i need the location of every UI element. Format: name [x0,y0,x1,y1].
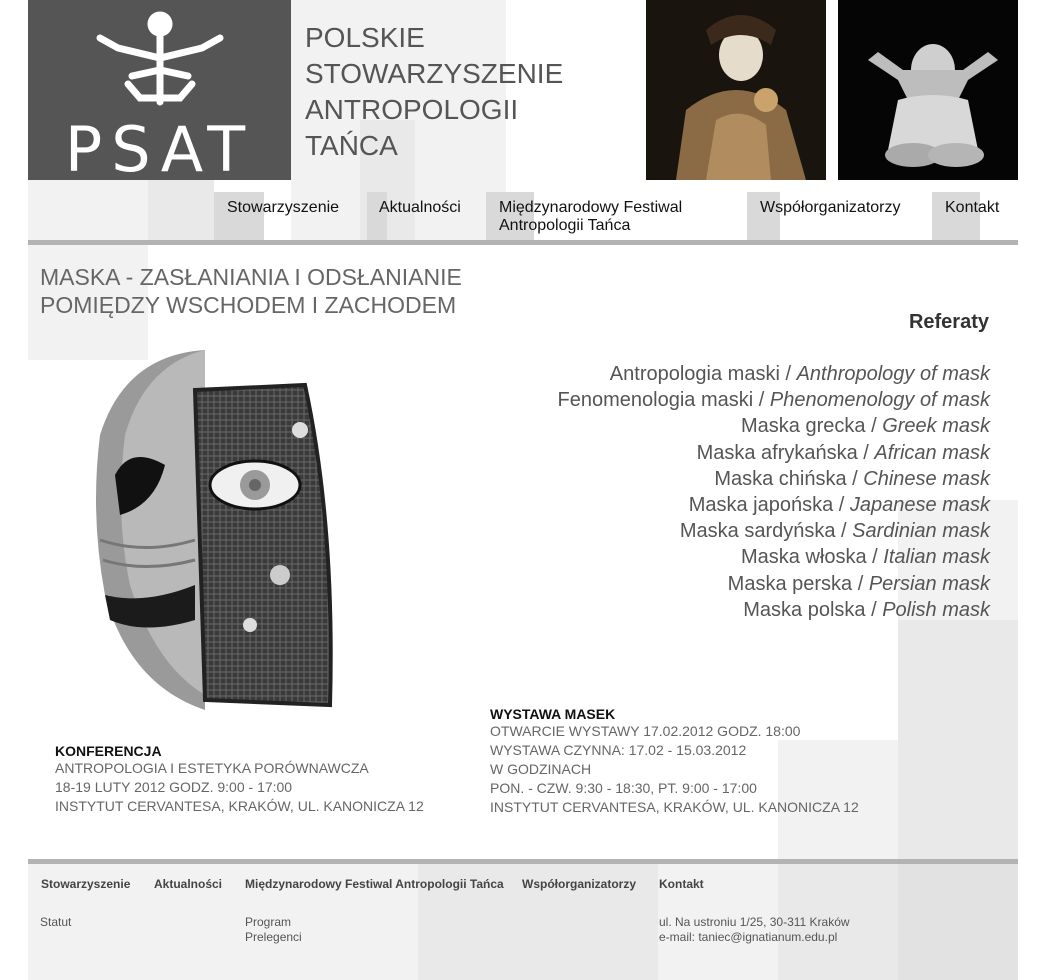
ref-pl: Maska afrykańska [696,441,858,464]
ref-pl: Fenomenologia maski [557,389,754,412]
org-name-line: TAŃCA [305,130,398,161]
exhibition-heading: WYSTAWA MASEK [490,706,616,722]
nav-item-festiwal-line1: Międzynarodowy Festiwal [499,199,683,216]
footer-link-program[interactable]: Program [245,915,292,929]
ref-pl: Maska perska [727,572,853,595]
list-item[interactable] [460,361,990,387]
bg-square [898,740,1018,860]
ref-sep: / [865,598,883,621]
conference-line: INSTYTUT CERVANTESA, KRAKÓW, UL. KANONICZA 12 [55,798,424,814]
mask-image [85,345,345,715]
ref-en: Japanese mask [849,494,990,517]
ref-pl: Maska grecka [741,415,866,438]
exhibition-line: W GODZINACH [490,761,592,777]
footer-nav-stowarzyszenie[interactable]: Stowarzyszenie [41,877,131,891]
page-title-line1: MASKA - ZASŁANIANIA I ODSŁANIANIE [40,264,462,290]
page-title-line2: POMIĘDZY WSCHODEM I ZACHODEM [40,292,457,318]
footer-nav-kontakt[interactable]: Kontakt [659,877,704,891]
ref-pl: Maska sardyńska [679,520,836,543]
referaty-list [460,361,990,623]
footer-nav-festiwal[interactable]: Międzynarodowy Festiwal Antropologii Tańca [245,877,504,891]
ref-sep: / [753,389,770,412]
ref-sep: / [866,546,884,569]
bg-square [898,864,1018,980]
ref-sep: / [857,441,875,464]
page-title [40,263,462,319]
exhibition-info [490,706,859,817]
figure-statue-photo [838,0,1018,180]
nav-item-festiwal-line2: Antropologii Tańca [499,217,631,234]
list-item[interactable] [460,492,990,518]
org-name-line: ANTROPOLOGII [305,94,519,125]
organization-name [305,20,605,164]
ref-sep: / [835,520,853,543]
logo[interactable] [28,0,291,186]
referaty-heading: Referaty [908,311,989,333]
footer-link-statut[interactable]: Statut [40,915,72,929]
ref-sep: / [846,467,864,490]
exhibition-line: PON. - CZW. 9:30 - 18:30, PT. 9:00 - 17:00 [490,780,757,796]
nav-divider [28,240,1018,245]
ref-en: African mask [874,441,990,464]
exhibition-line: INSTYTUT CERVANTESA, KRAKÓW, UL. KANONICZA 12 [490,799,859,815]
ref-pl: Maska japońska [688,494,834,517]
dancer-figure-icon [90,10,230,110]
logo-text: PSAT [64,113,255,186]
footer-email[interactable]: e-mail: taniec@ignatianum.edu.pl [659,930,838,944]
footer-nav-wspolorganizatorzy[interactable]: Współorganizatorzy [522,877,637,891]
exhibition-line: OTWARCIE WYSTAWY 17.02.2012 GODZ. 18:00 [490,723,801,739]
ref-pl: Maska włoska [741,546,867,569]
bg-square [148,180,214,240]
footer-link-prelegenci[interactable]: Prelegenci [245,930,302,944]
ref-en: Phenomenology of mask [769,389,990,412]
bg-square [898,620,1018,740]
list-item[interactable] [460,440,990,466]
ref-sep: / [865,415,883,438]
footer-divider [28,859,1018,864]
exhibition-line: WYSTAWA CZYNNA: 17.02 - 15.03.2012 [490,742,747,758]
conference-line: 18-19 LUTY 2012 GODZ. 9:00 - 17:00 [55,779,293,795]
ref-en: Sardinian mask [852,520,990,543]
footer-address: ul. Na ustroniu 1/25, 30-311 Kraków [659,915,850,929]
org-name-line: POLSKIE [305,22,425,53]
footer-nav-aktualnosci[interactable]: Aktualności [154,877,223,891]
ref-pl: Antropologia maski [609,363,780,385]
conference-line: ANTROPOLOGIA I ESTETYKA PORÓWNAWCZA [55,760,369,776]
nav-item-wspolorganizatorzy[interactable]: Współorganizatorzy [760,199,901,216]
ref-en: Polish mask [882,598,990,621]
ref-en: Anthropology of mask [796,363,990,385]
conference-heading: KONFERENCJA [55,743,162,759]
ref-en: Chinese mask [863,467,990,490]
list-item[interactable] [460,544,990,570]
ref-pl: Maska chińska [714,467,847,490]
ref-en: Italian mask [883,546,990,569]
conference-info [55,743,424,816]
ref-sep: / [852,572,869,595]
org-name-line: STOWARZYSZENIE [305,58,564,89]
ref-en: Persian mask [868,572,990,595]
list-item[interactable] [460,518,990,544]
japanese-dancer-photo [646,0,826,180]
list-item[interactable] [460,571,990,597]
list-item[interactable] [460,597,990,623]
nav-item-festiwal[interactable] [499,199,682,235]
nav-item-stowarzyszenie[interactable]: Stowarzyszenie [227,199,340,216]
nav-item-aktualnosci[interactable]: Aktualności [379,199,461,216]
nav-item-kontakt[interactable]: Kontakt [945,199,1000,216]
ref-sep: / [833,494,850,517]
list-item[interactable] [460,413,990,439]
list-item[interactable] [460,466,990,492]
ref-pl: Maska polska [743,598,866,621]
ref-en: Greek mask [882,415,990,438]
list-item[interactable] [460,387,990,413]
ref-sep: / [779,363,797,385]
